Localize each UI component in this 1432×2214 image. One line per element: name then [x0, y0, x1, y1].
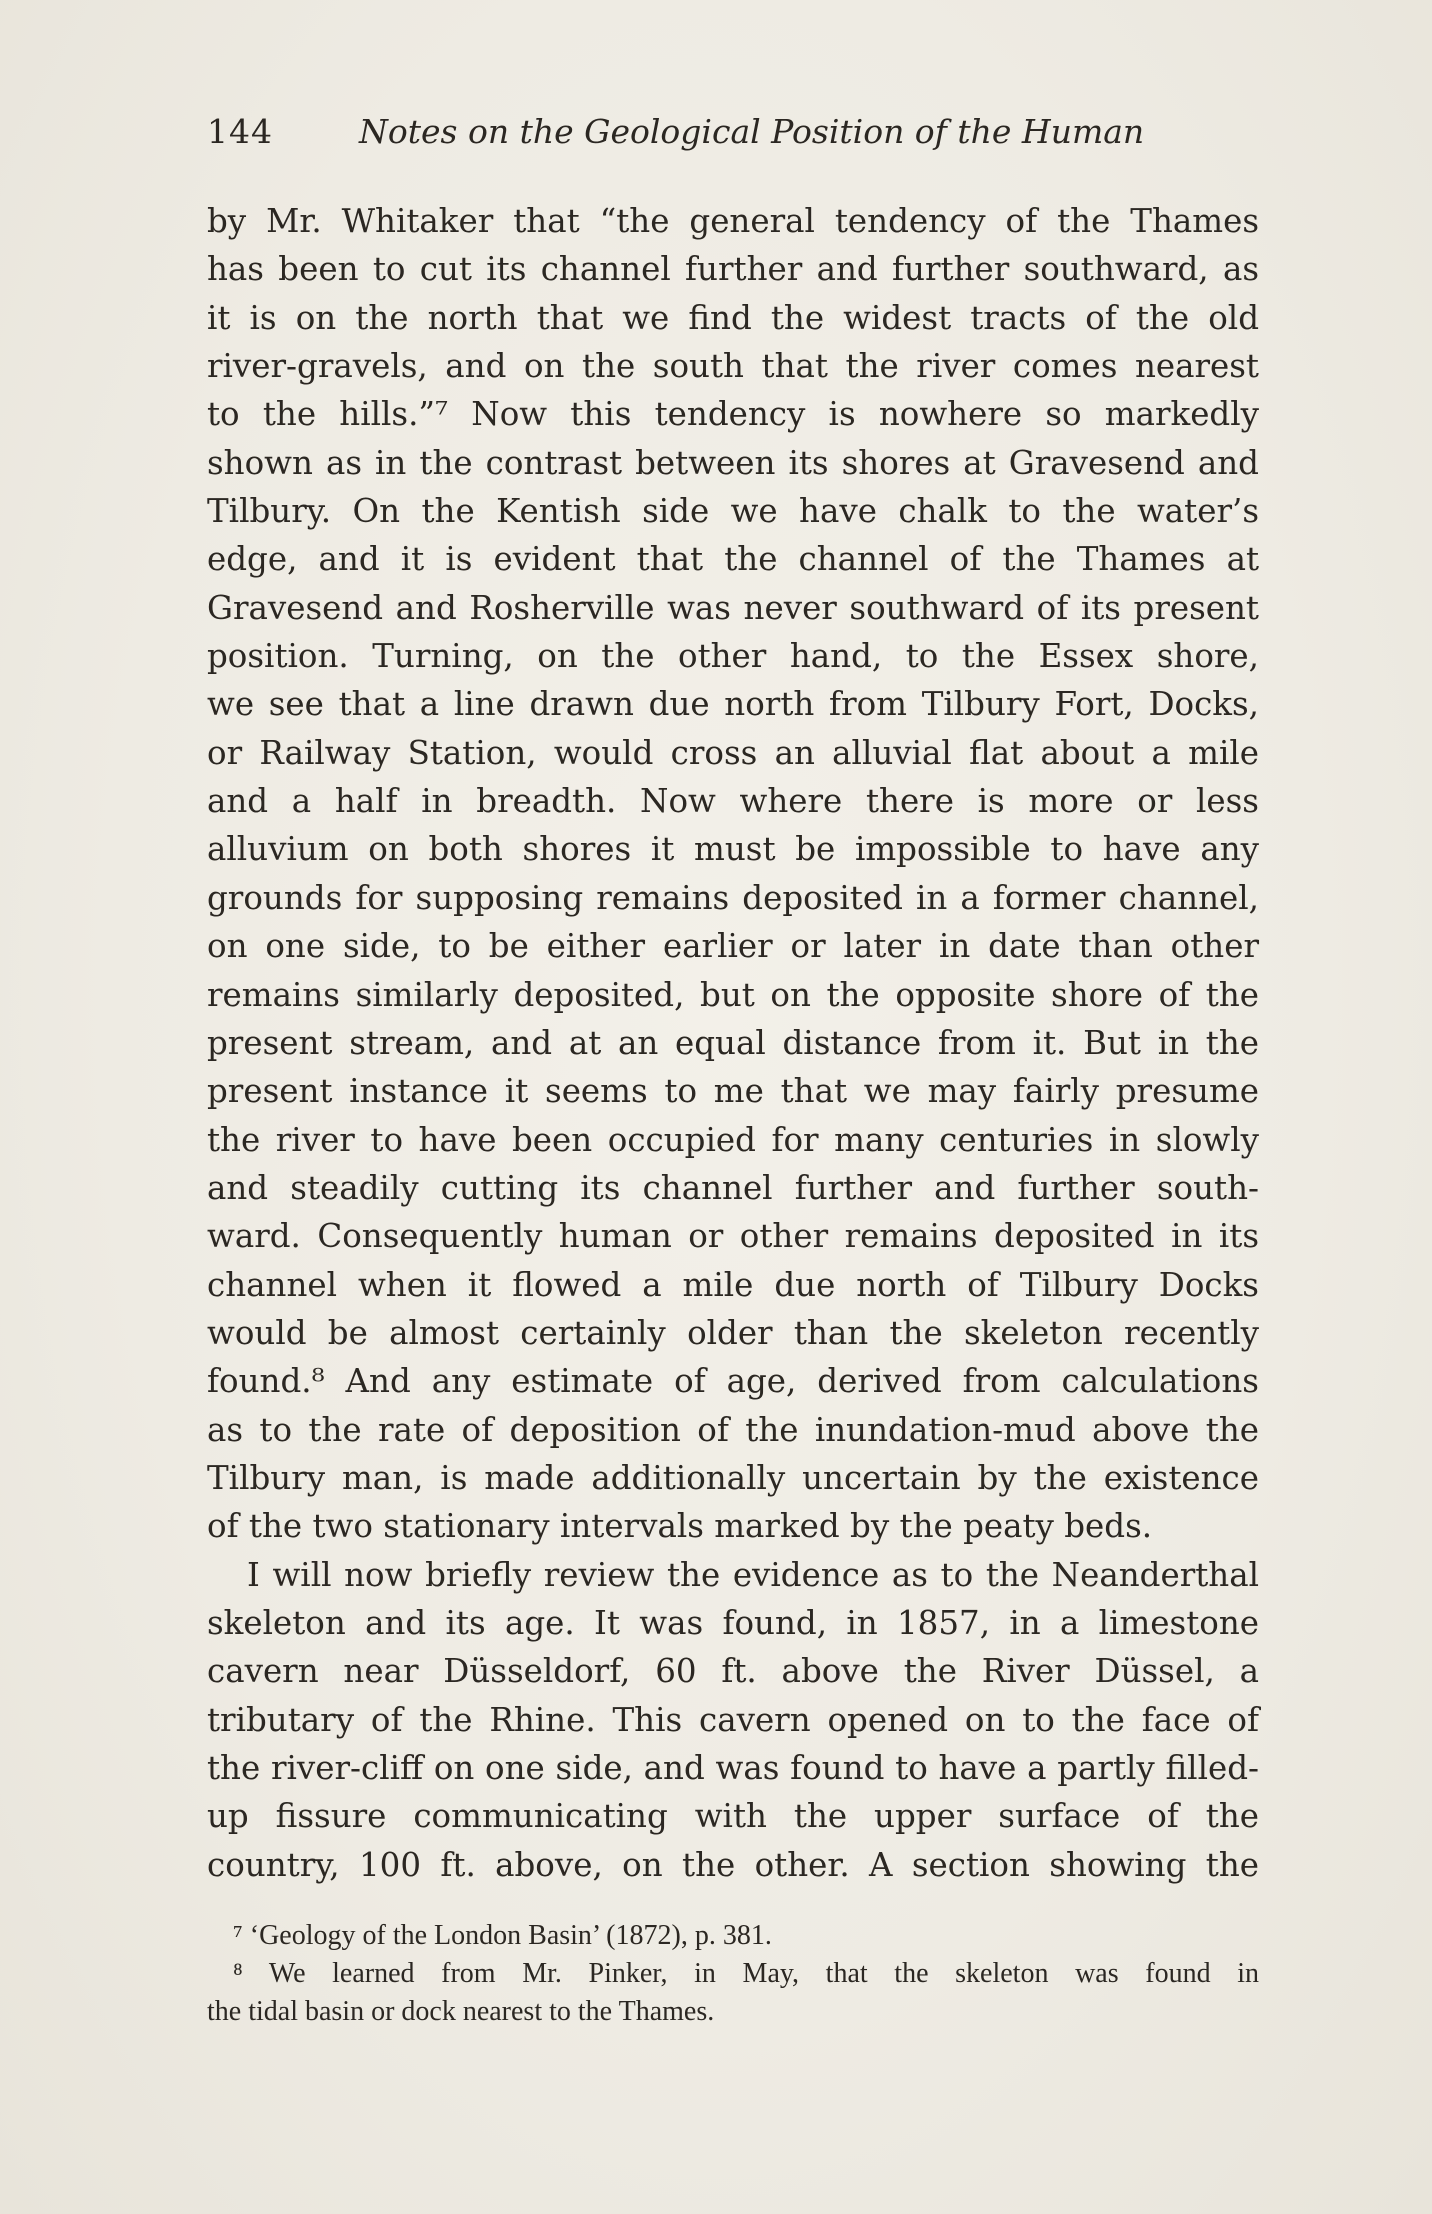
text-line: Tilbury man, is made additionally uncertain by the existence: [207, 1458, 1259, 1497]
text-line: the river-cliff on one side, and was found to have a partly filled-: [207, 1749, 1259, 1787]
text-line: edge, and it is evident that the channel of the Thames at: [207, 540, 1259, 579]
page-header: [207, 112, 1257, 172]
text-line: has been to cut its channel further and further southward, as: [207, 250, 1259, 289]
text-line: by Mr. Whitaker that “the general tendency of the Thames: [207, 202, 1259, 240]
text-line: as to the rate of deposition of the inundation-mud above the: [207, 1410, 1259, 1449]
footnote-7: ⁷ ‘Geology of the London Basin’ (1872), p. 381.: [233, 1920, 772, 1951]
text-line: it is on the north that we find the widest tracts of the old: [207, 298, 1259, 337]
text-line: we see that a line drawn due north from Tilbury Fort, Docks,: [207, 685, 1259, 724]
text-line: and a half in breadth. Now where there is more or less: [207, 782, 1259, 821]
text-line: skeleton and its age. It was found, in 1857, in a limestone: [207, 1603, 1259, 1642]
footnote-8: ⁸ We learned from Mr. Pinker, in May, that the skeleton was found in: [233, 1958, 1259, 1989]
text-line: of the two stationary intervals marked by the peaty beds.: [207, 1507, 1153, 1546]
text-line: up fissure communicating with the upper surface of the: [207, 1797, 1259, 1836]
text-line: grounds for supposing remains deposited in a former channel,: [207, 878, 1259, 917]
running-title: Notes on the Geological Position of the Human: [359, 112, 1145, 151]
footnote-8-continued: the tidal basin or dock nearest to the Thames.: [207, 1996, 715, 2027]
text-line: and steadily cutting its channel further and further south-: [207, 1168, 1259, 1207]
text-line: or Railway Station, would cross an alluvial flat about a mile: [207, 733, 1259, 772]
text-line: country, 100 ft. above, on the other. A section showing the: [207, 1845, 1259, 1884]
text-line: alluvium on both shores it must be impossible to have any: [207, 830, 1259, 869]
text-line: I will now briefly review the evidence as to the Neanderthal: [247, 1555, 1259, 1594]
text-line: channel when it flowed a mile due north of Tilbury Docks: [207, 1265, 1259, 1304]
text-line: cavern near Düsseldorf, 60 ft. above the River Düssel, a: [207, 1652, 1259, 1691]
text-line: on one side, to be either earlier or later in date than other: [207, 927, 1259, 966]
text-line: tributary of the Rhine. This cavern opened on to the face of: [207, 1700, 1259, 1739]
body-text: [207, 197, 1259, 1889]
footnotes: [207, 1917, 1259, 2031]
text-line: Gravesend and Rosherville was never southward of its present: [207, 588, 1259, 627]
text-line: present stream, and at an equal distance from it. But in the: [207, 1023, 1259, 1062]
text-line: the river to have been occupied for many centuries in slowly: [207, 1120, 1259, 1159]
text-line: remains similarly deposited, but on the opposite shore of the: [207, 975, 1259, 1014]
text-line: present instance it seems to me that we may fairly presume: [207, 1072, 1259, 1111]
text-line: shown as in the contrast between its shores at Gravesend and: [207, 443, 1259, 482]
text-line: river-gravels, and on the south that the river comes nearest: [207, 347, 1259, 386]
page-number: 144: [207, 112, 273, 151]
text-line: ward. Consequently human or other remains deposited in its: [207, 1217, 1259, 1256]
text-line: Tilbury. On the Kentish side we have chalk to the water’s: [207, 492, 1259, 531]
text-line: found.⁸ And any estimate of age, derived from calculations: [207, 1362, 1259, 1401]
text-line: position. Turning, on the other hand, to the Essex shore,: [207, 637, 1259, 676]
text-line: would be almost certainly older than the skeleton recently: [207, 1313, 1259, 1352]
text-line: to the hills.”⁷ Now this tendency is nowhere so markedly: [207, 395, 1259, 434]
